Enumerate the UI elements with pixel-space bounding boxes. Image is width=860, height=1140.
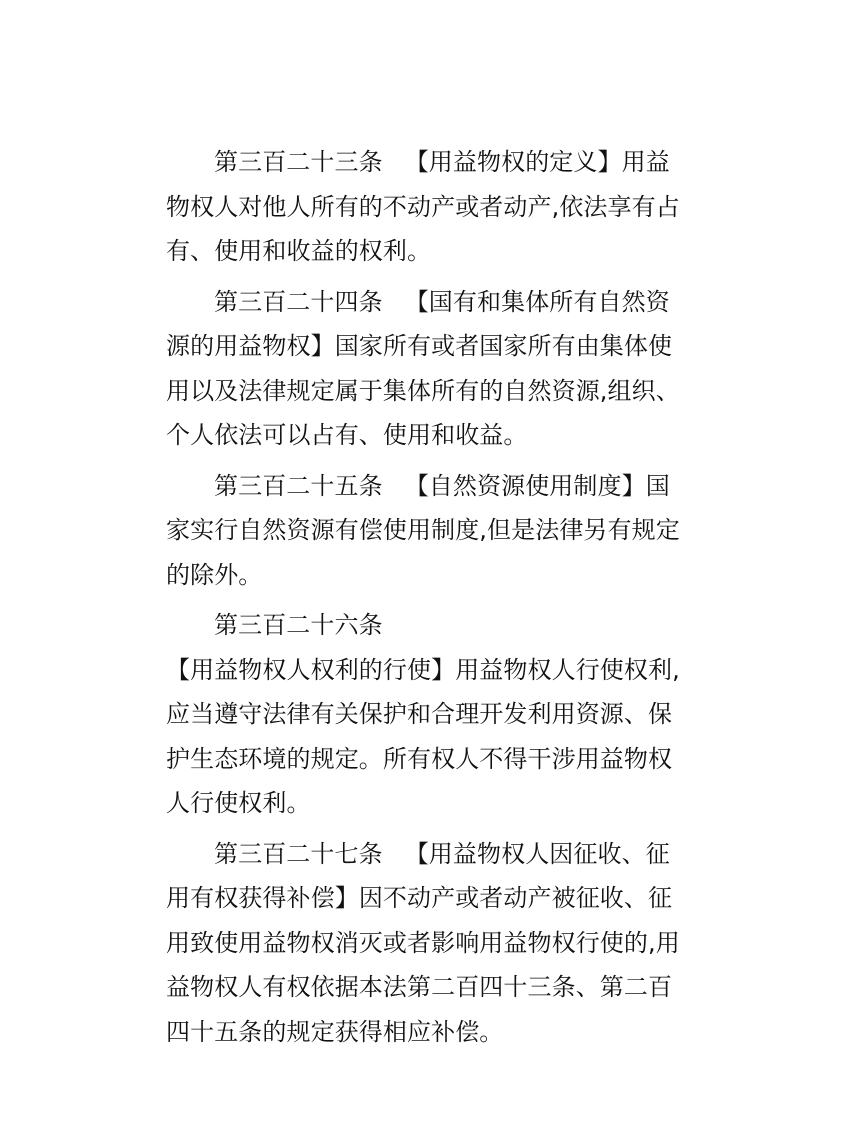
- article-324: [166, 280, 692, 458]
- article-327: [166, 832, 692, 1055]
- article-heading: 【用益物权人因征收、征用有权获得补偿】: [166, 839, 670, 912]
- article-323: [166, 140, 692, 274]
- article-text: 用益物权人行使权利,应当遵守法律有关保护和合理开发利用资源、保护生态环境的规定。所有权人不得干涉用益物权人行使权利。: [166, 655, 680, 817]
- article-text: 国家所有或者国家所有由集体使用以及法律规定属于集体所有的自然资源,组织、个人依法可以占有、使用和收益。: [166, 332, 680, 449]
- article-number: 第三百二十五条: [214, 471, 383, 500]
- article-text: 国家实行自然资源有偿使用制度,但是法律另有规定的除外。: [166, 471, 680, 589]
- article-number: 第三百二十六条: [214, 611, 383, 639]
- article-325: [166, 464, 692, 598]
- article-326: [166, 603, 692, 826]
- article-text: 用益物权人对他人所有的不动产或者动产,依法享有占有、使用和收益的权利。: [166, 148, 680, 265]
- article-number: 第三百二十四条: [214, 287, 383, 316]
- article-heading: 【国有和集体所有自然资源的用益物权】: [166, 287, 670, 360]
- article-heading: 【自然资源使用制度】: [404, 471, 646, 500]
- article-text: 因不动产或者动产被征收、征用致使用益物权消灭或者影响用益物权行使的,用益物权人有权依据本法第二百四十三条、第二百四十五条的规定获得相应补偿。: [166, 884, 680, 1046]
- article-number: 第三百二十七条: [214, 839, 383, 868]
- article-number: 第三百二十三条: [214, 148, 383, 176]
- article-heading: 【用益物权的定义】: [404, 148, 622, 176]
- document-body: [166, 140, 692, 1060]
- article-heading: 【用益物权人权利的行使】: [166, 655, 456, 684]
